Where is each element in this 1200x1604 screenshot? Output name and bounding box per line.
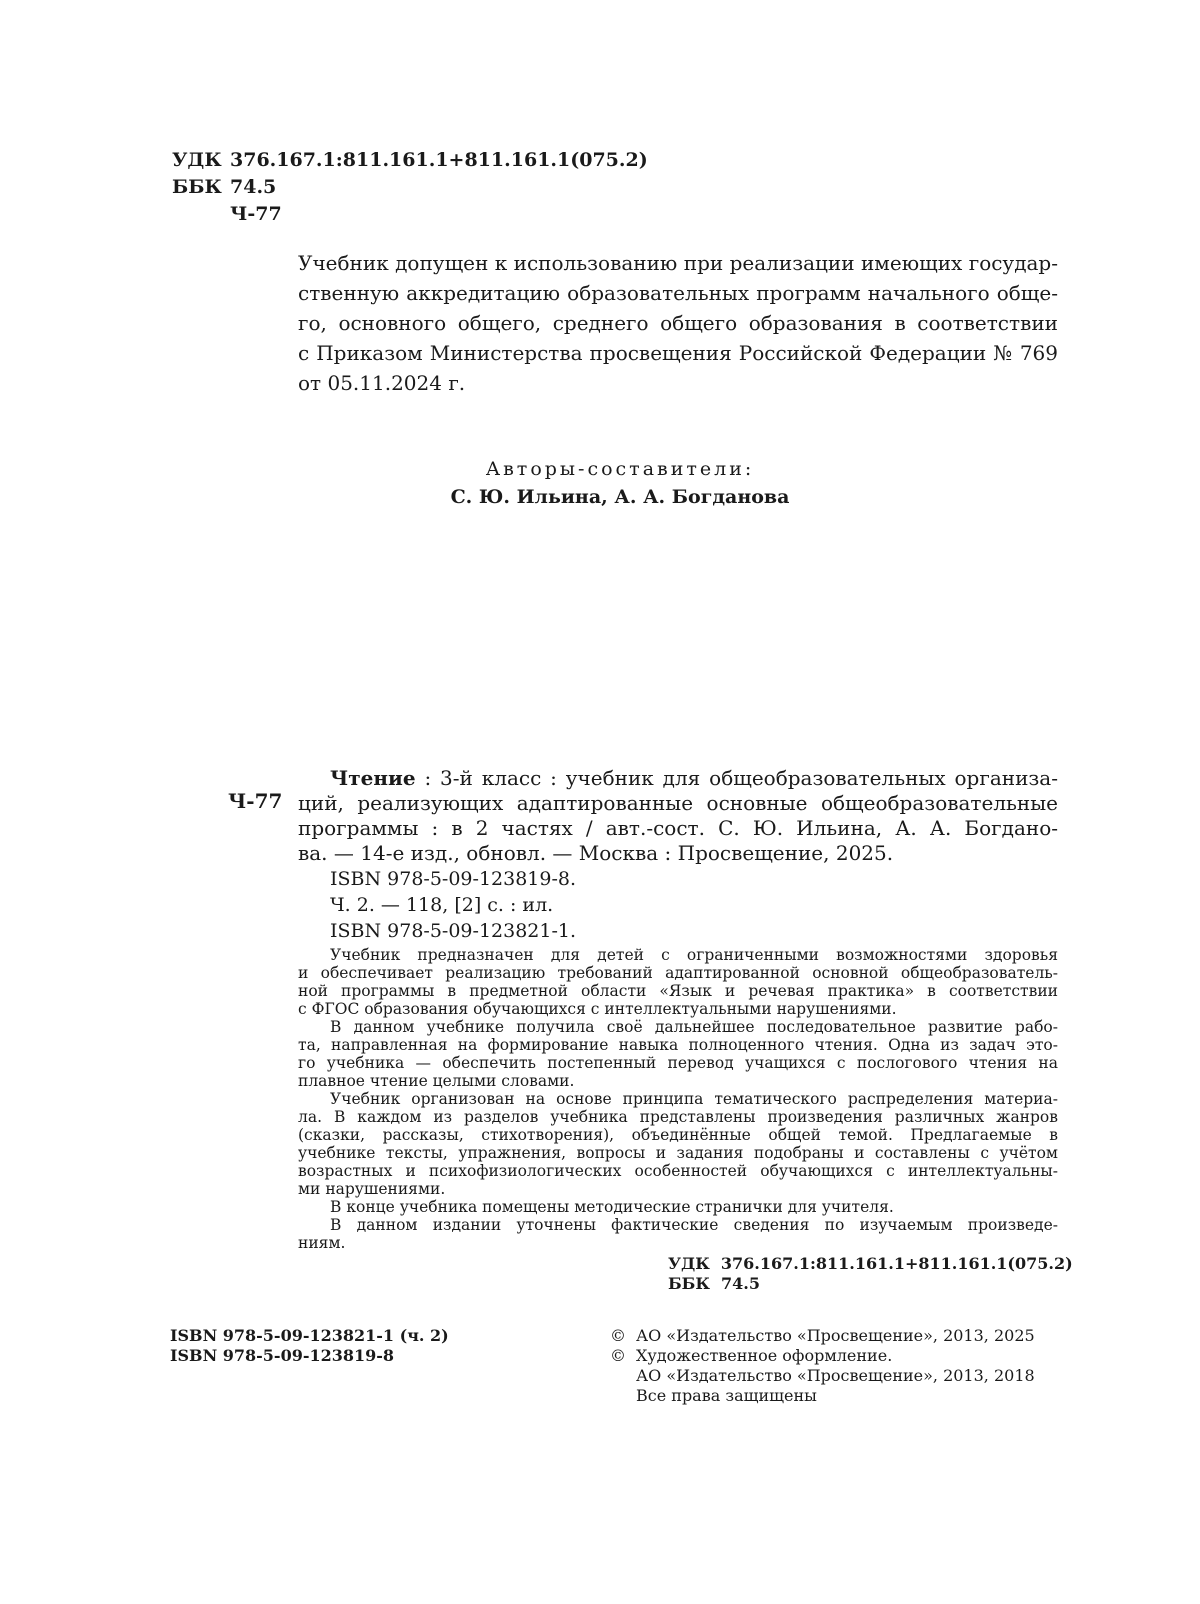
rights-reserved: Все права защищены bbox=[636, 1386, 817, 1405]
annotation-line: ла. В каждом из разделов учебника представлены произведения различных жанров bbox=[298, 1108, 1058, 1126]
authors-names: С. Ю. Ильина, А. А. Богданова bbox=[450, 486, 790, 508]
approval-line: с Приказом Министерства просвещения Российской Федерации № 769 bbox=[298, 341, 1058, 365]
approval-line: Учебник допущен к использованию при реализации имеющих государ- bbox=[298, 251, 1058, 275]
isbn-full: ISBN 978-5-09-123819-8. bbox=[330, 868, 577, 890]
bbk-bottom: ББК 74.5 bbox=[668, 1274, 761, 1293]
annotation-line: и обеспечивает реализацию требований адаптированной основной общеобразователь- bbox=[298, 964, 1058, 982]
udk-bottom: УДК 376.167.1:811.161.1+811.161.1(075.2) bbox=[668, 1254, 1073, 1273]
annotation-line: Учебник предназначен для детей с ограниченными возможностями здоровья bbox=[330, 946, 1058, 964]
catalog-line bbox=[298, 766, 1058, 791]
annotation-line: ной программы в предметной области «Язык и речевая практика» в соответствии bbox=[298, 982, 1058, 1000]
catalog-code: Ч-77 bbox=[228, 789, 283, 813]
copyright-line: АО «Издательство «Просвещение», 2013, 2025 bbox=[636, 1326, 1035, 1345]
isbn-bottom bbox=[170, 1326, 449, 1366]
annotation-line: плавное чтение целыми словами. bbox=[298, 1072, 575, 1090]
copyright-icon: © bbox=[610, 1326, 626, 1345]
catalog-card bbox=[298, 766, 1058, 1252]
approval-text bbox=[298, 248, 1058, 398]
annotation-line: В данном издании уточнены фактические сведения по изучаемым произведе- bbox=[330, 1216, 1058, 1234]
isbn-part: ISBN 978-5-09-123821-1. bbox=[330, 920, 577, 942]
catalog-line: программы : в 2 частях / авт.-сост. С. Ю. Ильина, А. А. Богдано- bbox=[298, 816, 1058, 840]
annotation-line: с ФГОС образования обучающихся с интеллектуальными нарушениями. bbox=[298, 1000, 897, 1018]
annotation-paragraph bbox=[298, 946, 1058, 1018]
classification-top bbox=[172, 147, 772, 228]
bbk-row bbox=[172, 174, 772, 201]
author-mark-row bbox=[172, 201, 772, 228]
annotation-line: В конце учебника помещены методические странички для учителя. bbox=[330, 1198, 894, 1216]
annotation-line: В данном учебнике получила своё дальнейшее последовательное развитие рабо- bbox=[330, 1018, 1058, 1036]
authors-block bbox=[380, 455, 860, 511]
annotation-paragraph bbox=[298, 1198, 1058, 1216]
annotation-line: Учебник организован на основе принципа тематического распределения материа- bbox=[330, 1090, 1058, 1108]
annotation-line: ниям. bbox=[298, 1234, 346, 1252]
annotation-line: возрастных и психофизиологических особенностей обучающихся с интеллектуальны- bbox=[298, 1162, 1058, 1180]
part-info: Ч. 2. — 118, [2] с. : ил. bbox=[330, 894, 554, 916]
annotation-paragraph bbox=[298, 1216, 1058, 1252]
copyright-line: Художественное оформление. bbox=[636, 1346, 893, 1365]
udk-row bbox=[172, 147, 772, 174]
book-title: Чтение bbox=[330, 766, 416, 790]
approval-line: от 05.11.2024 г. bbox=[298, 371, 466, 395]
catalog-line-text: : 3-й класс : учебник для общеобразовательных организа- bbox=[415, 766, 1058, 790]
annotation-line: учебнике тексты, упражнения, вопросы и задания подобраны и составлены с учётом bbox=[298, 1144, 1058, 1162]
copyright-block bbox=[610, 1326, 1070, 1406]
annotation-paragraph bbox=[298, 1018, 1058, 1090]
catalog-line: ций, реализующих адаптированные основные общеобразовательные bbox=[298, 791, 1058, 815]
bbk-value: 74.5 bbox=[230, 176, 277, 198]
isbn-full-bottom: ISBN 978-5-09-123819-8 bbox=[170, 1346, 395, 1365]
udk-value: 376.167.1:811.161.1+811.161.1(075.2) bbox=[230, 149, 648, 171]
udk-label: УДК bbox=[172, 149, 222, 171]
isbn-part-bottom: ISBN 978-5-09-123821-1 (ч. 2) bbox=[170, 1326, 449, 1345]
catalog-line: ва. — 14-е изд., обновл. — Москва : Просвещение, 2025. bbox=[298, 841, 894, 865]
approval-line: ственную аккредитацию образовательных программ начального обще- bbox=[298, 281, 1058, 305]
annotation-line: го учебника — обеспечить постепенный перевод учащихся с послогового чтения на bbox=[298, 1054, 1058, 1072]
isbn-block bbox=[298, 866, 1058, 944]
copyright-line: АО «Издательство «Просвещение», 2013, 2018 bbox=[636, 1366, 1035, 1385]
copyright-icon: © bbox=[610, 1346, 626, 1365]
annotation-line: та, направленная на формирование навыка полноценного чтения. Одна из задач это- bbox=[298, 1036, 1058, 1054]
approval-line: го, основного общего, среднего общего образования в соответствии bbox=[298, 311, 1058, 335]
classification-bottom bbox=[668, 1254, 1088, 1294]
annotation bbox=[298, 946, 1058, 1252]
authors-label: Авторы-составители: bbox=[485, 458, 755, 480]
annotation-paragraph bbox=[298, 1090, 1058, 1198]
annotation-line: ми нарушениями. bbox=[298, 1180, 446, 1198]
bbk-label: ББК bbox=[172, 176, 222, 198]
author-mark: Ч-77 bbox=[230, 203, 282, 225]
annotation-line: (сказки, рассказы, стихотворения), объединённые общей темой. Предлагаемые в bbox=[298, 1126, 1058, 1144]
